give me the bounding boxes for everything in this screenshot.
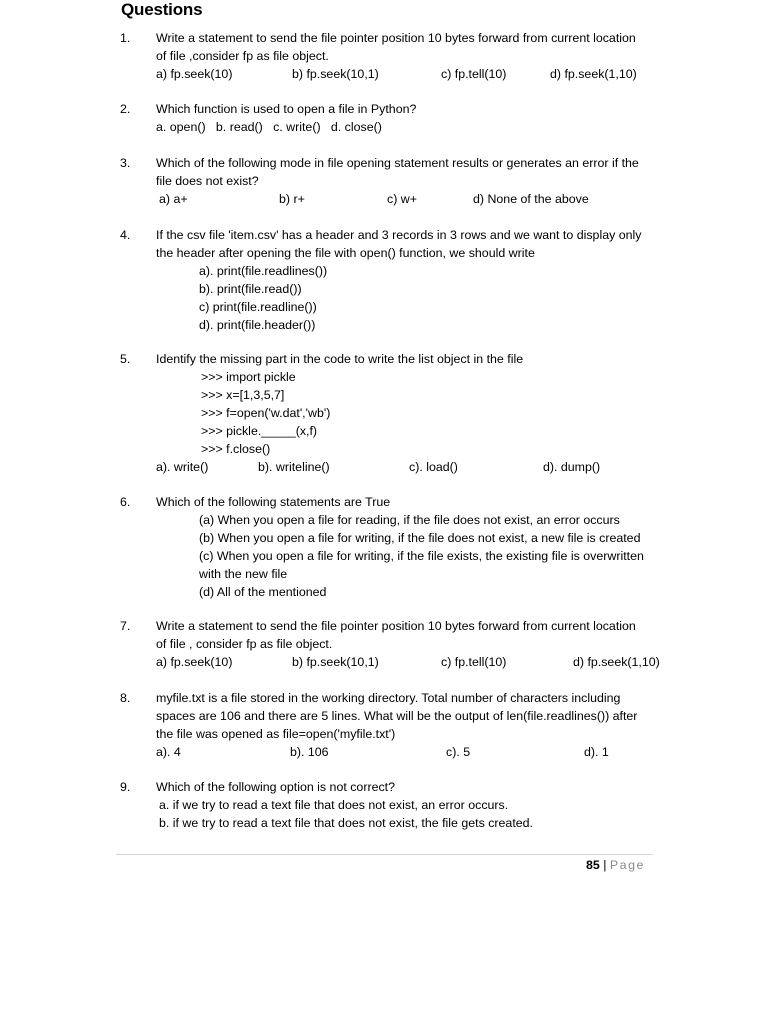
code-line: >>> pickle._____(x,f) — [201, 424, 318, 438]
question-number: 1. — [120, 31, 131, 45]
question-number: 3. — [120, 156, 131, 170]
option-d: d) fp.seek(1,10) — [550, 67, 637, 81]
option-a: a) fp.seek(10) — [156, 67, 233, 81]
question-text-line: Write a statement to send the file pointer position 10 bytes forward from current location — [156, 619, 636, 633]
option-d: d) fp.seek(1,10) — [573, 655, 660, 669]
options-row — [156, 190, 668, 208]
question-text-line: the header after opening the file with open() function, we should write — [156, 246, 535, 260]
option-d: d). dump() — [543, 460, 601, 474]
option-d: d). print(file.header()) — [199, 318, 316, 332]
question-text-line: Identify the missing part in the code to write the list object in the file — [156, 352, 524, 366]
options-line: a. open() b. read() c. write() d. close() — [156, 120, 382, 134]
question-text-line: Which of the following mode in file opening statement results or generates an error if the — [156, 156, 639, 170]
option-c: c) print(file.readline()) — [199, 300, 317, 314]
options-row — [156, 458, 668, 476]
question-text-line: Which of the following option is not correct? — [156, 780, 395, 794]
question-number: 4. — [120, 228, 131, 242]
code-line: >>> import pickle — [201, 370, 296, 384]
statement-b: (b) When you open a file for writing, if the file does not exist, a new file is created — [199, 531, 641, 545]
question-number: 7. — [120, 619, 131, 633]
option-a: a). print(file.readlines()) — [199, 264, 328, 278]
option-c: c) fp.tell(10) — [441, 67, 507, 81]
option-b: b). 106 — [290, 745, 329, 759]
option-b: b). print(file.read()) — [199, 282, 302, 296]
question-text-line: spaces are 106 and there are 5 lines. What will be the output of len(file.readlines()) after — [156, 709, 638, 723]
option-b: b). writeline() — [258, 460, 330, 474]
option-b: b) r+ — [279, 192, 305, 206]
code-line: >>> f=open('w.dat','wb') — [201, 406, 331, 420]
option-a: a) a+ — [159, 192, 188, 206]
option-a: a). 4 — [156, 745, 181, 759]
option-c: c) fp.tell(10) — [441, 655, 507, 669]
footer-separator: | — [603, 858, 607, 872]
question-text-line: myfile.txt is a file stored in the working directory. Total number of characters including — [156, 691, 621, 705]
page-word: Page — [609, 858, 645, 872]
question-number: 2. — [120, 102, 131, 116]
footer-divider — [116, 854, 653, 855]
page-footer — [586, 858, 645, 872]
question-number: 9. — [120, 780, 131, 794]
statement-c-continued: with the new file — [199, 567, 288, 581]
statement-a: (a) When you open a file for reading, if the file does not exist, an error occurs — [199, 513, 620, 527]
question-number: 8. — [120, 691, 131, 705]
option-b: b. if we try to read a text file that does not exist, the file gets created. — [159, 816, 533, 830]
options-row — [156, 65, 668, 83]
option-b: b) fp.seek(10,1) — [292, 67, 379, 81]
question-text-line: Which function is used to open a file in Python? — [156, 102, 417, 116]
option-a: a. if we try to read a text file that does not exist, an error occurs. — [159, 798, 509, 812]
question-text-line: If the csv file 'item.csv' has a header and 3 records in 3 rows and we want to display only — [156, 228, 642, 242]
question-text-line: of file ,consider fp as file object. — [156, 49, 329, 63]
option-a: a) fp.seek(10) — [156, 655, 233, 669]
code-line: >>> x=[1,3,5,7] — [201, 388, 285, 402]
question-text-line: Write a statement to send the file pointer position 10 bytes forward from current location — [156, 31, 636, 45]
page-title: Questions — [121, 0, 203, 19]
option-a: a). write() — [156, 460, 209, 474]
question-text-line: file does not exist? — [156, 174, 259, 188]
option-b: b) fp.seek(10,1) — [292, 655, 379, 669]
question-text-line: the file was opened as file=open('myfile.txt') — [156, 727, 396, 741]
options-row — [156, 653, 668, 671]
page-number: 85 — [586, 858, 600, 872]
option-c: c). 5 — [446, 745, 471, 759]
question-text-line: Which of the following statements are True — [156, 495, 391, 509]
statement-c: (c) When you open a file for writing, if the file exists, the existing file is overwritten — [199, 549, 644, 563]
options-row — [156, 743, 668, 761]
option-c: c) w+ — [387, 192, 417, 206]
question-text-line: of file , consider fp as file object. — [156, 637, 333, 651]
code-line: >>> f.close() — [201, 442, 271, 456]
option-d: d). 1 — [584, 745, 609, 759]
question-number: 5. — [120, 352, 131, 366]
option-c: c). load() — [409, 460, 458, 474]
statement-d: (d) All of the mentioned — [199, 585, 327, 599]
option-d: d) None of the above — [473, 192, 589, 206]
question-number: 6. — [120, 495, 131, 509]
